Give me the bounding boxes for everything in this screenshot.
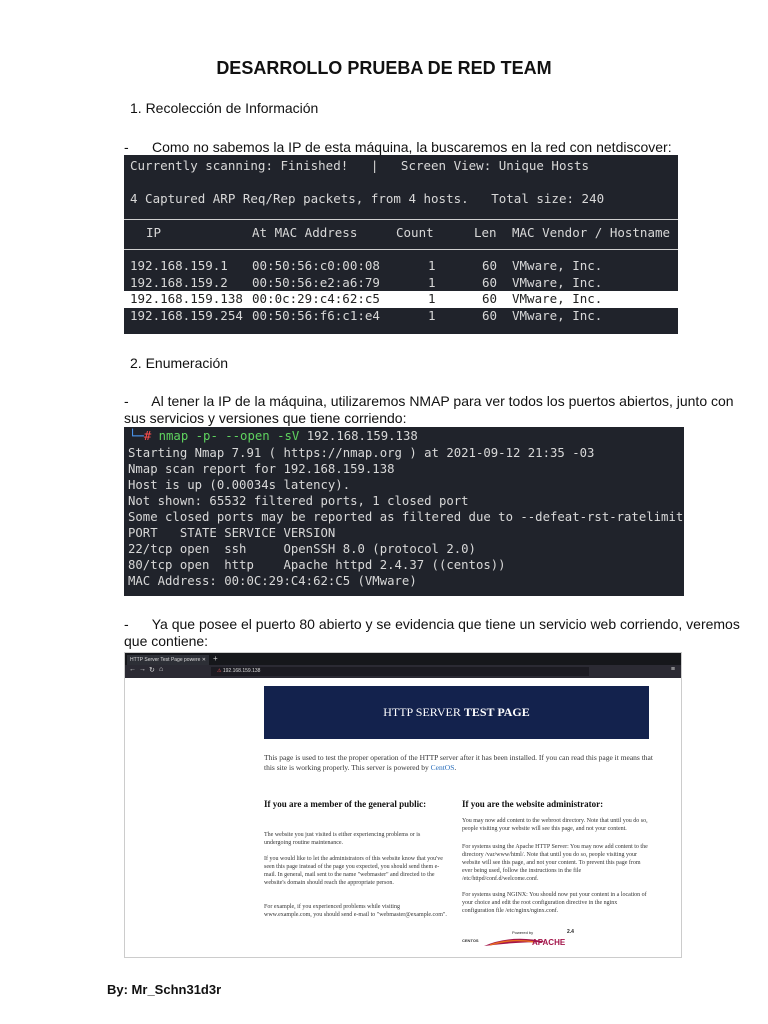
- cell-vendor: VMware, Inc.: [512, 258, 603, 273]
- paragraph-web-line2: que contiene:: [124, 633, 209, 649]
- column-header: MAC Vendor / Hostname: [512, 225, 671, 240]
- cell-vendor: VMware, Inc.: [512, 308, 603, 323]
- reload-icon[interactable]: ↻: [149, 667, 155, 674]
- table-row: [124, 275, 678, 292]
- right-paragraph-1: You may now add content to the webroot directory. Note that until you do so, people visiting your website will see this page, and not your content.: [462, 818, 648, 832]
- intro-paragraph: This page is used to test the proper operation of the HTTP server after it has been installed. If you can read this page it means that this site is working properly. This server is powered by CentOS.: [264, 753, 653, 772]
- paragraph-nmap-line2: sus servicios y versiones que tiene corriendo:: [124, 410, 407, 426]
- prompt-hash-icon: #: [143, 429, 152, 443]
- author-footer: By: Mr_Schn31d3r: [107, 982, 222, 997]
- cell-count: 1: [428, 258, 436, 273]
- netdiscover-terminal: [124, 155, 678, 334]
- url-text: 192.168.159.138: [222, 668, 261, 674]
- left-paragraph-1: The website you just visited is either experiencing problems or is undergoing routine maintenance.: [264, 832, 421, 846]
- centos-link[interactable]: CentOS: [430, 763, 455, 772]
- cell-mac: 00:50:56:f6:c1:e4: [252, 308, 380, 323]
- cell-len: 60: [482, 291, 498, 306]
- paragraph-netdiscover: - Como no sabemos la IP de esta máquina, la buscaremos en la red con netdiscover:: [124, 139, 672, 155]
- cell-mac: 00:50:56:c0:00:08: [252, 258, 380, 273]
- logo-strip: [462, 930, 652, 952]
- right-paragraph-2: For systems using the Apache HTTP Server: You may now add content to the directory /var/www/html/. Note that until you do so, people visiting your website will see this page, and not your content. To prevent this page from ever being used, follow the instructions in the file /etc/httpd/conf.d/welcome.conf.: [462, 844, 648, 882]
- menu-icon[interactable]: ≡: [670, 666, 675, 673]
- banner-text: HTTP SERVER: [383, 705, 464, 719]
- browser-screenshot: [124, 652, 682, 958]
- home-icon[interactable]: ⌂: [159, 666, 164, 673]
- banner-bold-text: TEST PAGE: [463, 705, 530, 719]
- cell-count: 1: [428, 291, 436, 306]
- netdiscover-captured: 4 Captured ARP Req/Rep packets, from 4 hosts. Total size: 240: [130, 191, 605, 206]
- right-paragraph-3: For systems using NGINX: You should now put your content in a location of your choice and edit the root configuration directive in the nginx configuration file /etc/nginx/nginx.conf.: [462, 892, 647, 914]
- centos-logo-text: CENTOS: [462, 938, 479, 943]
- netdiscover-header-row: [124, 225, 678, 241]
- page-title: DESARROLLO PRUEBA DE RED TEAM: [216, 58, 552, 78]
- cell-ip: 192.168.159.2: [130, 275, 228, 290]
- nmap-output-line: Nmap scan report for 192.168.159.138: [128, 462, 395, 476]
- column-header: Len: [474, 225, 497, 240]
- cell-len: 60: [482, 258, 498, 273]
- column-header: IP: [146, 225, 162, 240]
- left-paragraph-2: If you would like to let the administrators of this website know that you've seen this page instead of the page you expected, you should send them e-mail. In general, mail sent to the name "webmaster" and directed to the website's domain should reach the appropriate person.: [264, 856, 443, 886]
- nmap-terminal: [124, 427, 684, 596]
- prompt-corner-icon: └─: [129, 429, 144, 443]
- insecure-lock-icon: ⚠: [217, 668, 222, 674]
- divider: [124, 249, 678, 250]
- cell-ip: 192.168.159.138: [130, 291, 243, 306]
- tab-title: HTTP Server Test Page powere: [130, 657, 201, 663]
- cell-mac: 00:0c:29:c4:62:c5: [252, 291, 380, 306]
- cell-ip: 192.168.159.1: [130, 258, 228, 273]
- section-1-heading: 1. Recolección de Información: [130, 100, 319, 116]
- nmap-output-line: MAC Address: 00:0C:29:C4:62:C5 (VMware): [128, 574, 417, 588]
- cell-vendor: VMware, Inc.: [512, 291, 603, 306]
- browser-tab[interactable]: HTTP Server Test Page powere ✕: [127, 655, 209, 665]
- test-page-banner: [264, 686, 649, 739]
- cell-len: 60: [482, 308, 498, 323]
- apache-logo-text: APACHE: [532, 938, 566, 947]
- left-column-heading: If you are a member of the general public:: [264, 799, 427, 809]
- browser-tab-bar: [125, 653, 681, 665]
- nmap-output-line: Some closed ports may be reported as filtered due to --defeat-rst-ratelimit: [128, 510, 684, 524]
- column-header: Count: [396, 225, 434, 240]
- nmap-output-line: Not shown: 65532 filtered ports, 1 closed port: [128, 494, 469, 508]
- apache-version: 2.4: [567, 929, 574, 935]
- url-field[interactable]: [211, 667, 589, 676]
- cell-count: 1: [428, 308, 436, 323]
- paragraph-nmap-line1: - Al tener la IP de la máquina, utilizaremos NMAP para ver todos los puertos abiertos, junto con: [124, 393, 734, 409]
- right-column-heading: If you are the website administrator:: [462, 799, 604, 809]
- nmap-target: 192.168.159.138: [306, 429, 418, 443]
- nmap-output-line: Host is up (0.00034s latency).: [128, 478, 351, 492]
- new-tab-icon[interactable]: +: [213, 654, 218, 663]
- section-2-heading: 2. Enumeración: [130, 355, 229, 371]
- paragraph-web-line1: - Ya que posee el puerto 80 abierto y se evidencia que tiene un servicio web corriendo, veremos: [124, 616, 740, 632]
- nmap-output-line: 80/tcp open http Apache httpd 2.4.37 ((centos)): [128, 558, 506, 572]
- column-header: At MAC Address: [252, 225, 358, 240]
- intro-text: This page is used to test the proper operation of the HTTP server after it has been installed. If you can read this page it means that this site is working properly. This server is powered by: [264, 753, 653, 772]
- left-paragraph-3: For example, if you experienced problems while visiting www.example.com, you should send e-mail to "webmaster@example.com".: [264, 904, 447, 918]
- cell-mac: 00:50:56:e2:a6:79: [252, 275, 380, 290]
- cell-ip: 192.168.159.254: [130, 308, 243, 323]
- cell-count: 1: [428, 275, 436, 290]
- powered-by-text: Powered by: [512, 930, 534, 935]
- forward-icon[interactable]: →: [139, 666, 146, 673]
- nmap-output-line: PORT STATE SERVICE VERSION: [128, 526, 336, 540]
- nmap-output-line: 22/tcp open ssh OpenSSH 8.0 (protocol 2.0): [128, 542, 476, 556]
- netdiscover-status: Currently scanning: Finished! | Screen View: Unique Hosts: [130, 158, 590, 173]
- back-icon[interactable]: ←: [129, 666, 136, 673]
- browser-toolbar: [125, 665, 681, 678]
- table-row: [124, 308, 678, 325]
- cell-len: 60: [482, 275, 498, 290]
- table-row: [124, 258, 678, 275]
- cell-vendor: VMware, Inc.: [512, 275, 603, 290]
- nmap-command-line: [129, 429, 418, 443]
- divider: [124, 219, 678, 220]
- nmap-command: nmap -p- --open -sV: [158, 429, 300, 443]
- nmap-output-line: Starting Nmap 7.91 ( https://nmap.org ) at 2021-09-12 21:35 -03: [128, 446, 595, 460]
- table-row-highlighted: [124, 291, 678, 308]
